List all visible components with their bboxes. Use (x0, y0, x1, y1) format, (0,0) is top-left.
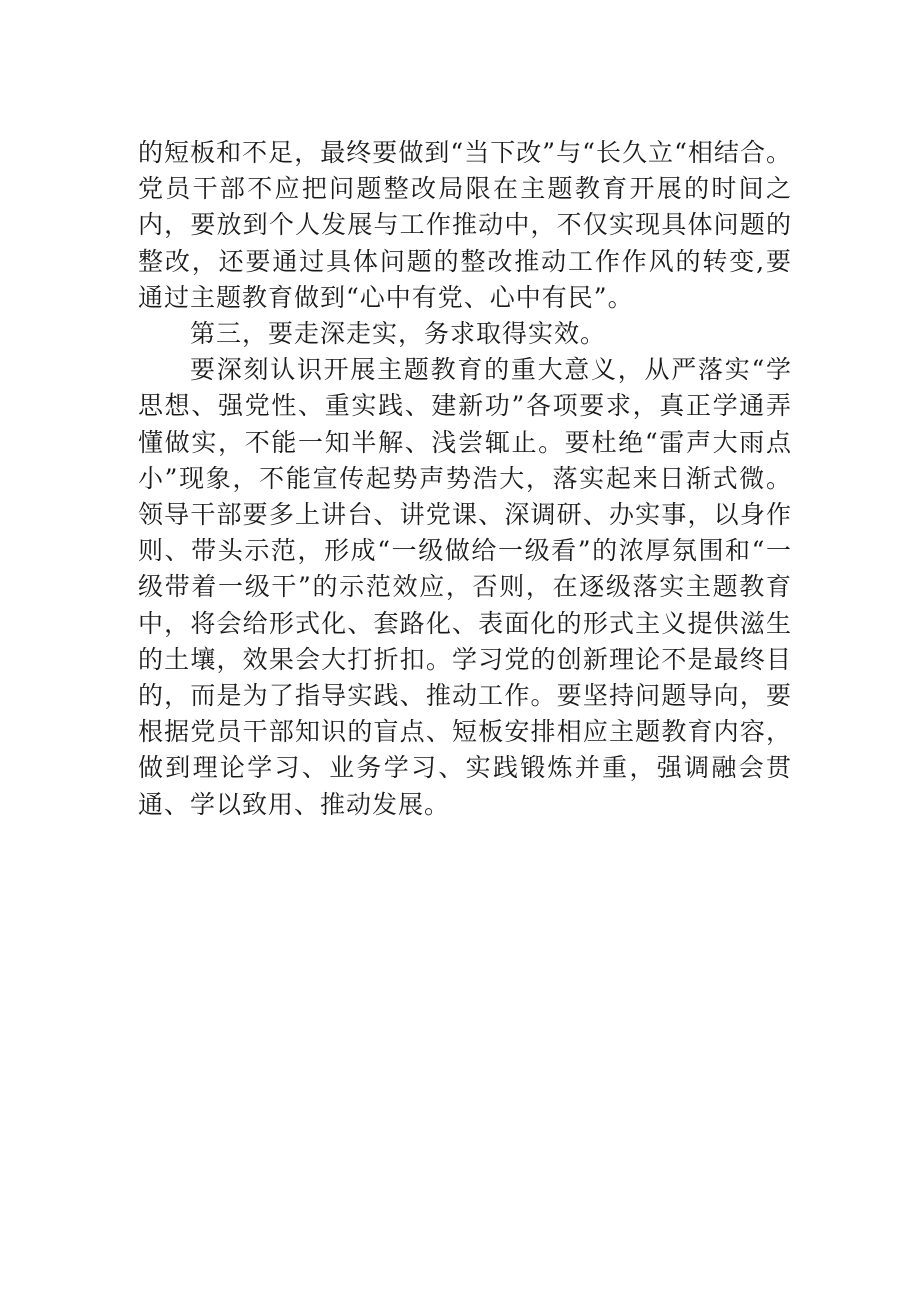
document-body (138, 135, 792, 823)
paragraph-body: 要深刻认识开展主题教育的重大意义，从严落实“学思想、强党性、重实践、建新功”各项要求，真正学通弄懂做实，不能一知半解、浅尝辄止。要杜绝“雷声大雨点小”现象，不能宣传起势声势浩大，落实起来日渐式微。领导干部要多上讲台、讲党课、深调研、办实事，以身作则、带头示范，形成“一级做给一级看”的浓厚氛围和“一级带着一级干”的示范效应，否则，在逐级落实主题教育中，将会给形式化、套路化、表面化的形式主义提供滋生的土壤，效果会大打折扣。学习党的创新理论不是最终目的，而是为了指导实践、推动工作。要坚持问题导向，要根据党员干部知识的盲点、短板安排相应主题教育内容，做到理论学习、业务学习、实践锻炼并重，强调融会贯通、学以致用、推动发展。 (138, 355, 792, 819)
paragraph-section-heading: 第三，要走深走实，务求取得实效。 (190, 319, 607, 349)
paragraph-continuation: 的短板和不足，最终要做到“当下改”与“长久立“相结合。党员干部不应把问题整改局限在主题教育开展的时间之内，要放到个人发展与工作推动中，不仅实现具体问题的整改，还要通过具体问题的整改推动工作作风的转变,要通过主题教育做到“心中有党、心中有民”。 (138, 138, 792, 312)
